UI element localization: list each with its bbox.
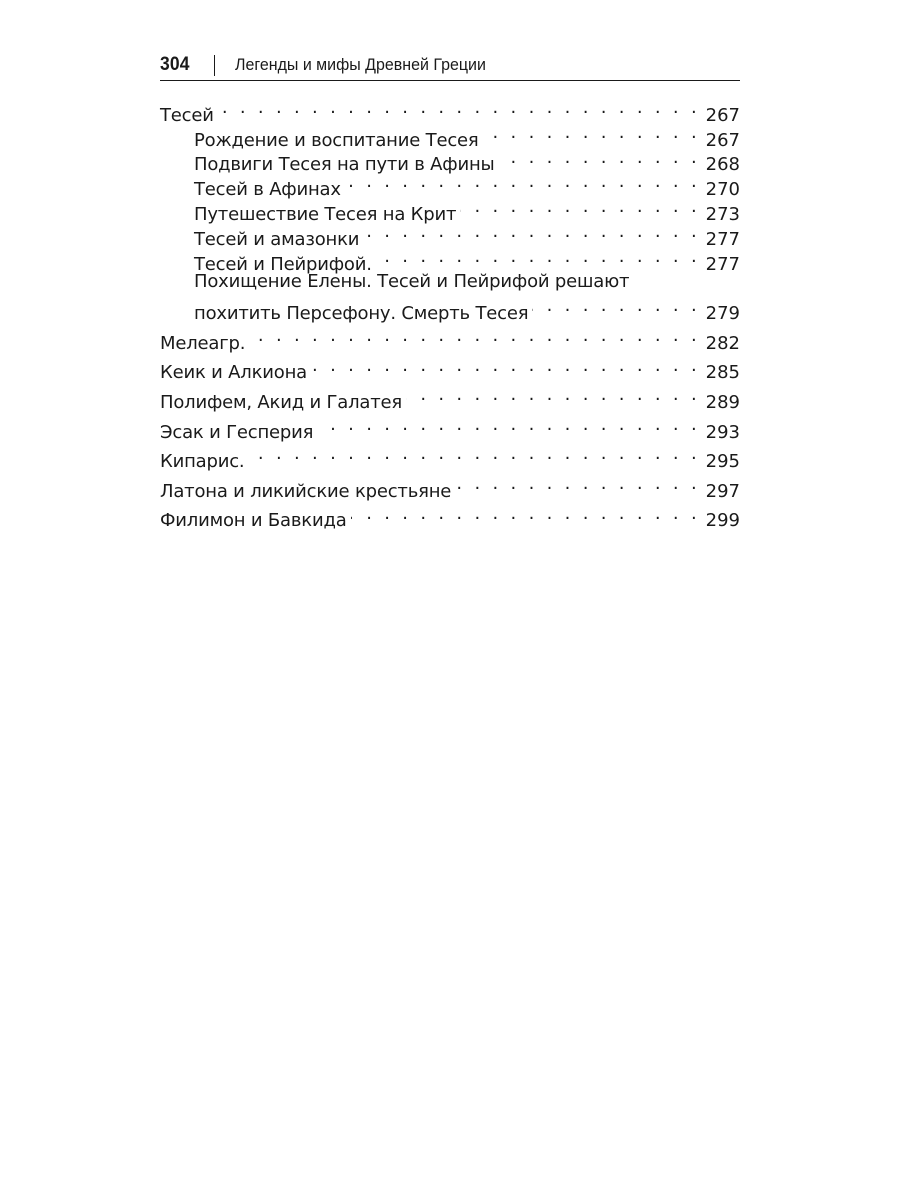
toc-subentry-page: 277 (705, 228, 740, 250)
dot-leader (460, 195, 700, 220)
book-title: Легенды и мифы Древней Греции (235, 55, 487, 74)
toc-entry[interactable] (160, 324, 740, 354)
toc-entry-title: Кеик и Алкиона (160, 362, 307, 384)
table-of-contents (160, 96, 740, 532)
toc-entry-page: 293 (705, 421, 740, 443)
toc-subentry-page: 267 (705, 129, 740, 151)
toc-subentry-page: 268 (705, 154, 740, 176)
toc-subentry-title-line1: Похищение Елены. Тесей и Пейрифой решают (194, 270, 630, 292)
running-head (160, 50, 740, 81)
toc-entry[interactable] (160, 502, 740, 532)
dot-leader (483, 121, 700, 146)
toc-entry[interactable] (160, 442, 740, 473)
toc-subentry[interactable] (160, 121, 740, 151)
toc-entry-page: 299 (705, 510, 740, 532)
dot-leader (345, 170, 700, 195)
toc-entry[interactable] (160, 383, 740, 413)
toc-subentry-title: Тесей и амазонки (194, 228, 360, 250)
dot-leader (317, 413, 700, 438)
page-number: 304 (160, 54, 190, 75)
dot-leader (249, 324, 700, 349)
toc-subentry-page: 279 (705, 303, 740, 325)
toc-entry-page: 267 (705, 104, 740, 126)
toc-entry-title: Кипарис. (160, 451, 245, 473)
toc-entry-page: 297 (705, 480, 740, 502)
dot-leader (351, 502, 700, 527)
toc-entry[interactable] (160, 472, 740, 502)
dot-leader (406, 383, 700, 408)
toc-subentry-page: 270 (705, 179, 740, 201)
toc-entry[interactable] (160, 354, 740, 384)
toc-subentry-title: Рождение и воспитание Тесея (194, 129, 479, 151)
dot-leader (218, 96, 700, 121)
toc-entry-page: 295 (705, 451, 740, 473)
toc-subentry-page: 277 (705, 253, 740, 275)
toc-entry-title: Филимон и Бавкида (160, 510, 347, 532)
dot-leader (532, 294, 700, 319)
header-separator (214, 55, 215, 76)
dot-leader (376, 245, 700, 270)
dot-leader (455, 472, 700, 497)
toc-entry-title: Тесей (160, 104, 214, 126)
toc-entry-page: 289 (705, 391, 740, 413)
toc-subentry-title: Подвиги Тесея на пути в Афины (194, 154, 495, 176)
toc-subentry-title-line2: похитить Персефону. Смерть Тесея (194, 303, 529, 325)
toc-subentry-title: Тесей в Афинах (194, 179, 341, 201)
toc-entry-theseus[interactable] (160, 96, 740, 126)
toc-subentry-title: Тесей и Пейрифой. (194, 253, 372, 275)
toc-subentry[interactable] (160, 294, 740, 325)
book-page (160, 0, 740, 1200)
toc-entry-title: Мелеагр. (160, 332, 246, 354)
toc-entry-page: 282 (705, 332, 740, 354)
dot-leader (499, 146, 700, 171)
toc-entry-title: Латона и ликийские крестьяне (160, 480, 452, 502)
toc-entry-title: Полифем, Акид и Галатея (160, 391, 403, 413)
toc-subentry-page: 273 (705, 203, 740, 225)
toc-entry[interactable] (160, 413, 740, 443)
dot-leader (311, 354, 700, 379)
dot-leader (248, 442, 700, 467)
toc-subentry-first-line[interactable] (160, 270, 740, 295)
dot-leader (363, 220, 700, 245)
toc-subentry-title: Путешествие Тесея на Крит (194, 203, 457, 225)
toc-entry-title: Эсак и Гесперия (160, 421, 314, 443)
toc-entry-page: 285 (705, 362, 740, 384)
